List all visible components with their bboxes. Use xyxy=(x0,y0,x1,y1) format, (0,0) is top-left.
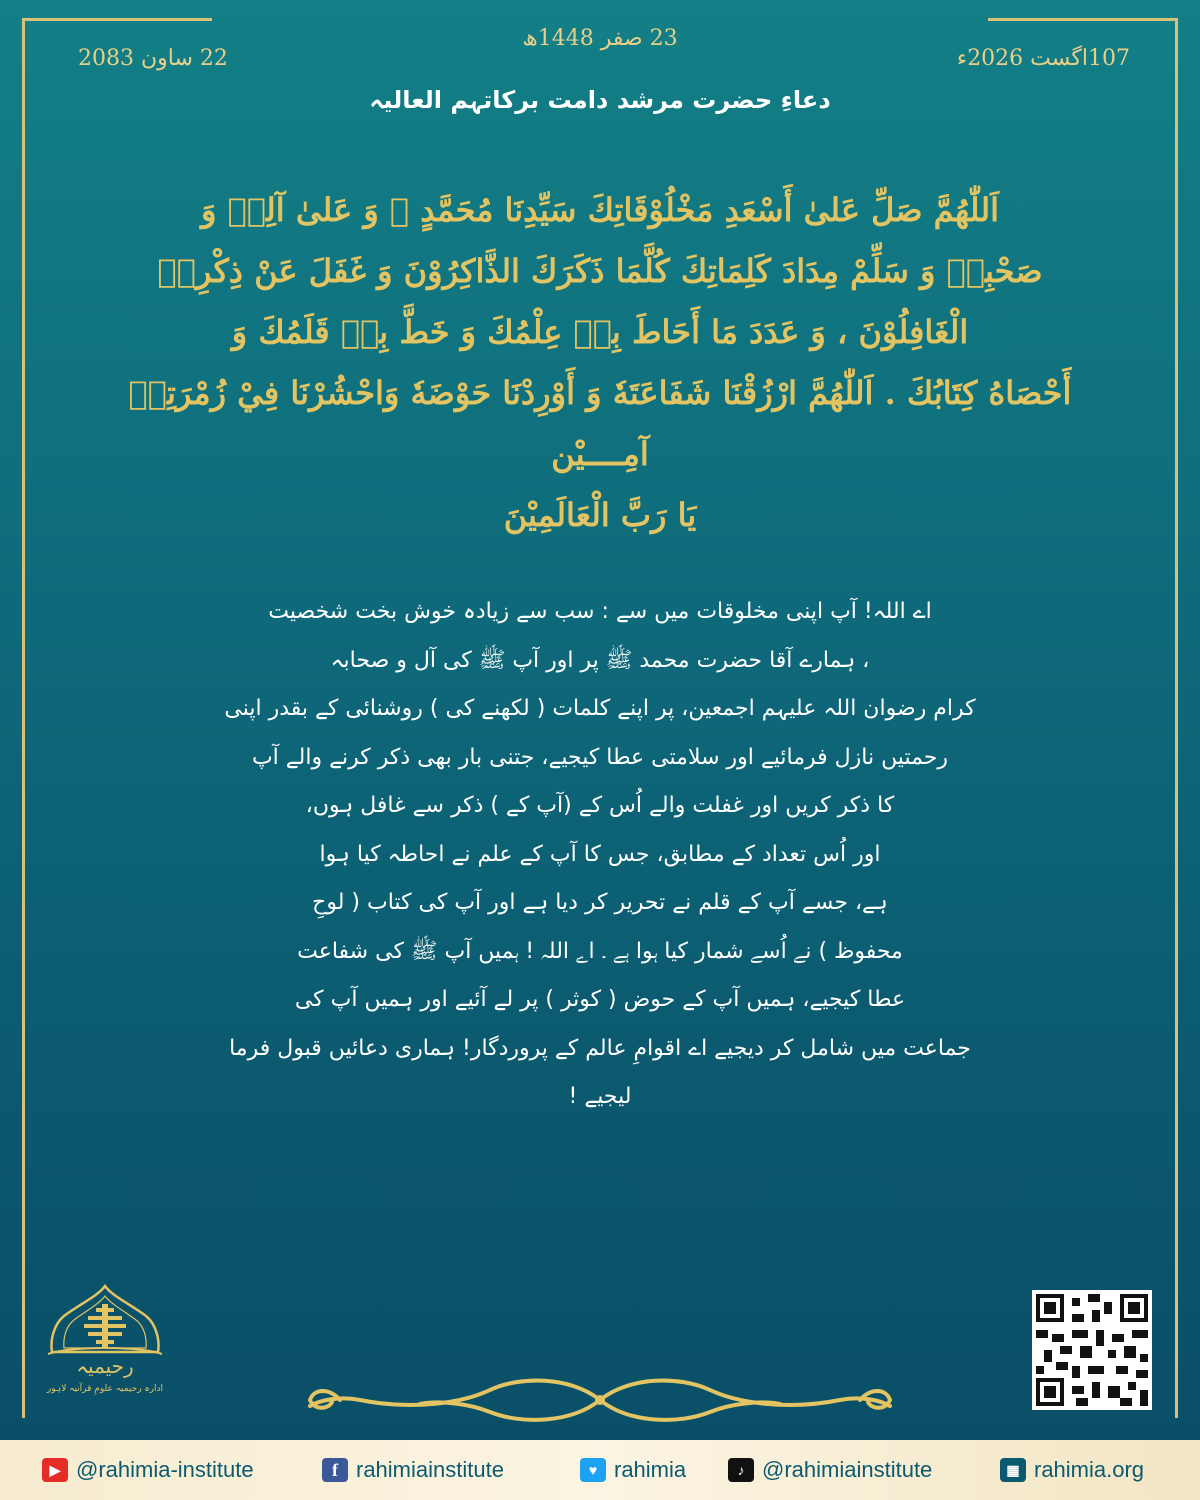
institute-logo xyxy=(40,1282,170,1422)
youtube-handle: @rahimia-institute xyxy=(76,1457,254,1482)
urdu-line: رحمتیں نازل فرمائیے اور سلامتی عطا کیجیے، جتنی بار بھی ذکر کرنے والے آپ xyxy=(251,744,949,770)
urdu-line: کرام رضوان اللہ علیہم اجمعین، پر اپنے کلمات ( لکھنے کی ) روشنائی کے بقدر اپنی xyxy=(224,696,976,721)
twitter-icon: ♥ xyxy=(580,1458,606,1482)
urdu-line: کا ذکر کریں اور غفلت والے اُس کے (آپ کے ) ذکر سے غافل ہوں، xyxy=(305,793,895,818)
youtube-icon: ▶ xyxy=(42,1458,68,1482)
logo-wordmark: رحیمیہ xyxy=(76,1354,134,1378)
bikrami-date: 22 ساون 2083 xyxy=(78,46,228,71)
website-url: rahimia.org xyxy=(1034,1457,1145,1482)
arabic-line: يَا رَبَّ الْعَالَمِيْنَ xyxy=(503,496,697,534)
urdu-line: اور اُس تعداد کے مطابق، جس کا آپ کے علم نے احاطہ کیا ہوا xyxy=(319,841,881,867)
tiktok-link[interactable] xyxy=(728,1455,932,1485)
twitter-handle: rahimia xyxy=(614,1457,687,1482)
tiktok-icon: ♪ xyxy=(728,1458,754,1482)
frame-top-left-line xyxy=(22,18,212,21)
page-title: دعاءِ حضرت مرشد دامت برکاتہم العالیہ xyxy=(369,86,831,114)
urdu-line: اے اللہ! آپ اپنی مخلوقات میں سے : سب سے زیادہ خوش بخت شخصیت xyxy=(268,599,932,624)
hijri-date: 23 صفر 1448ھ xyxy=(522,26,678,51)
website-icon: ▦ xyxy=(1000,1458,1026,1482)
urdu-line: ہے، جسے آپ کے قلم نے تحریر کر دیا ہے اور آپ کی کتاب ( لوحِ xyxy=(312,890,888,915)
frame-right-line xyxy=(1175,18,1178,1418)
decorative-ornament xyxy=(300,1370,900,1430)
urdu-line: جماعت میں شامل کر دیجیے اے اقوامِ عالم کے پروردگار! ہماری دعائیں قبول فرما xyxy=(229,1035,971,1061)
urdu-translation xyxy=(170,588,1030,1122)
frame-top-right-line xyxy=(988,18,1178,21)
arabic-line: الْغَافِلُوْنَ ، وَ عَدَدَ مَا أَحَاطَ بِهٖ عِلْمُكَ وَ خَطَّ بِهٖ قَلَمُكَ وَ xyxy=(231,313,969,351)
arabic-prayer xyxy=(90,180,1110,546)
gregorian-date: 107اگست 2026ء xyxy=(956,46,1130,71)
qr-code-icon xyxy=(1036,1294,1148,1406)
facebook-link[interactable] xyxy=(322,1455,504,1485)
urdu-line: لیجیے ! xyxy=(568,1084,632,1109)
urdu-line: ، ہمارے آقا حضرت محمد ﷺ پر اور آپ ﷺ کی آل و صحابہ xyxy=(330,647,870,673)
facebook-handle: rahimiainstitute xyxy=(356,1457,504,1482)
qr-code xyxy=(1032,1290,1152,1410)
logo-caption: ادارہ رحیمیہ علومِ قرآنیہ لاہور xyxy=(46,1384,164,1394)
arabic-line: صَحْبِهٖ وَ سَلِّمْ مِدَادَ كَلِمَاتِكَ كُلَّمَا ذَكَرَكَ الذَّاكِرُوْنَ وَ غَفَلَ عَنْ ذِكْرِهٖ xyxy=(157,252,1043,290)
arabic-line: أَحْصَاهُ كِتَابُكَ . اَللّٰهُمَّ ارْزُقْنَا شَفَاعَتَهٗ وَ أَوْرِدْنَا حَوْضَهٗ وَاحْشُرْنَا فِيْ زُمْرَتِهٖ آمِــــيْن xyxy=(128,374,1072,473)
arabic-line: اَللّٰهُمَّ صَلِّ عَلىٰ أَسْعَدِ مَخْلُوْقَاتِكَ سَيِّدِنَا مُحَمَّدٍ ﷺ وَ عَلىٰ آلِهٖ وَ xyxy=(201,191,999,229)
urdu-line: عطا کیجیے، ہمیں آپ کے حوض ( کوثر ) پر لے آئیے اور ہمیں آپ کی xyxy=(294,987,906,1012)
twitter-link[interactable] xyxy=(580,1455,686,1485)
tiktok-handle: @rahimiainstitute xyxy=(762,1457,933,1482)
frame-left-line xyxy=(22,18,25,1418)
website-link[interactable] xyxy=(1000,1455,1144,1485)
urdu-line: محفوظ ) نے اُسے شمار کیا ہوا ہے ۔ اے اللہ ! ہمیں آپ ﷺ کی شفاعت xyxy=(297,938,903,964)
facebook-icon: f xyxy=(322,1458,348,1482)
youtube-link[interactable] xyxy=(42,1455,254,1485)
